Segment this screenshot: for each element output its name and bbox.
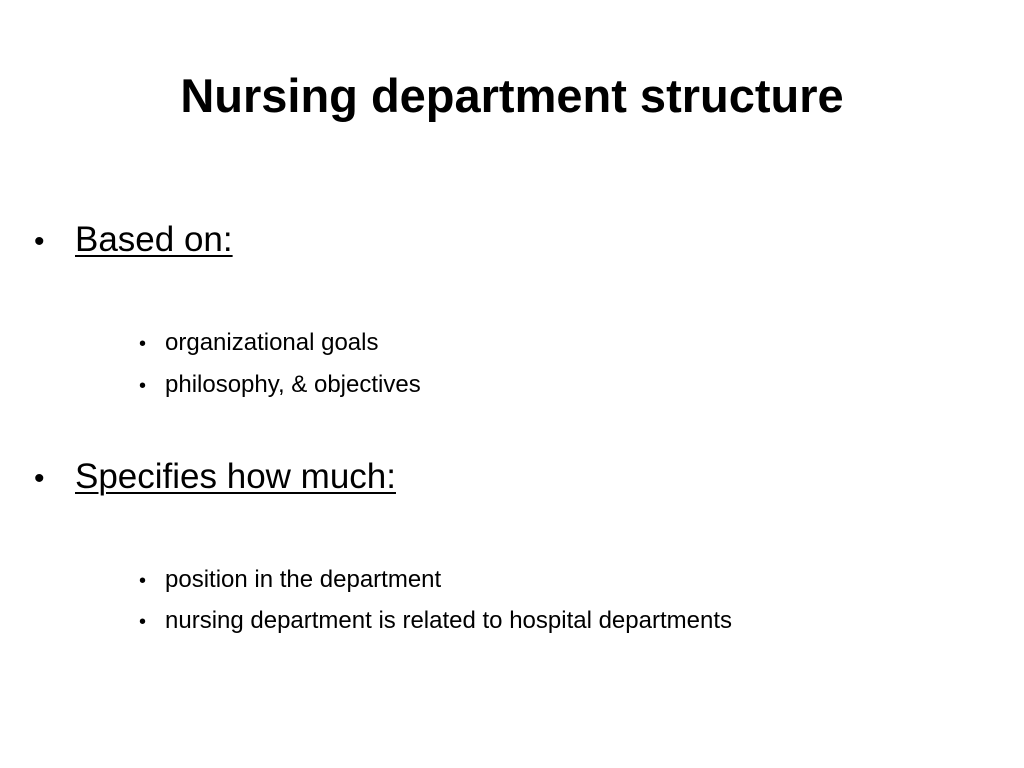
- sub-bullet: [139, 605, 732, 638]
- bullet-based-on: [34, 218, 233, 264]
- bullet-icon: •: [139, 570, 147, 592]
- slide-title: Nursing department structure: [180, 69, 844, 122]
- bullet-specifies-how-much: [34, 455, 396, 501]
- sub-bullet-text: philosophy, & objectives: [165, 371, 421, 398]
- sub-bullet: [139, 327, 378, 360]
- sub-bullet: [139, 564, 441, 597]
- sub-bullet: [139, 369, 421, 402]
- bullet-icon: •: [139, 375, 147, 397]
- bullet-heading: Specifies how much:: [75, 457, 396, 496]
- sub-bullet-text: position in the department: [165, 566, 442, 593]
- bullet-heading: Based on:: [75, 220, 233, 259]
- bullet-icon: •: [34, 462, 45, 495]
- sub-bullet-text: organizational goals: [165, 329, 379, 356]
- bullet-icon: •: [139, 611, 147, 633]
- bullet-icon: •: [34, 225, 45, 258]
- sub-bullet-text: nursing department is related to hospital departments: [165, 607, 732, 634]
- bullet-icon: •: [139, 333, 147, 355]
